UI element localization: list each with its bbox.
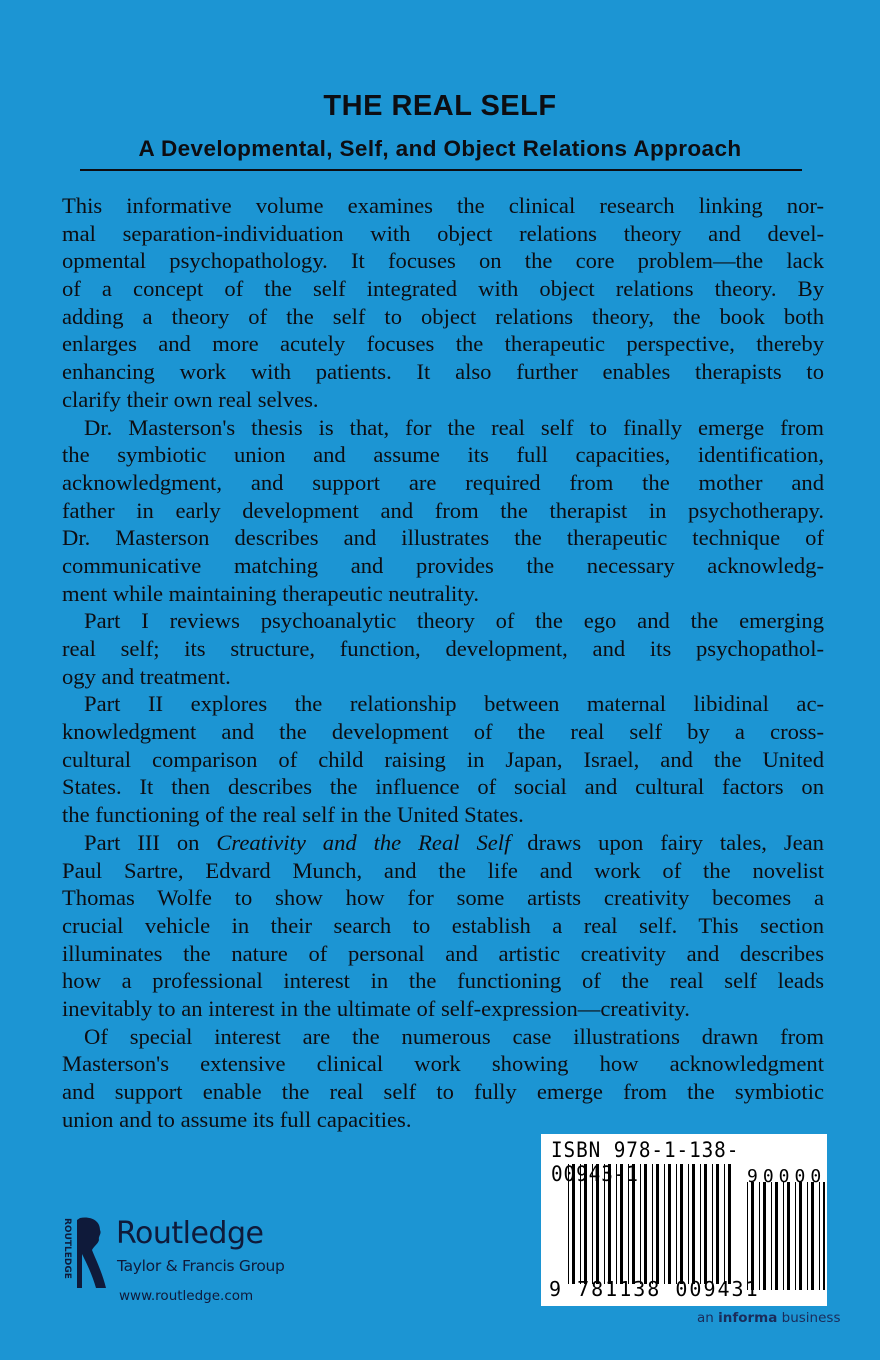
barcode-bar — [787, 1182, 790, 1290]
barcode-bar — [783, 1182, 784, 1290]
barcode-bar — [799, 1182, 802, 1290]
isbn-label: ISBN 978-1-138-00943-1 — [551, 1138, 740, 1186]
barcode-bar — [771, 1182, 772, 1290]
barcode-bar — [795, 1182, 796, 1290]
paragraph-line: and support enable the real self to fully emerge from the symbiotic — [62, 1079, 824, 1104]
svg-text:ROUTLEDGE: ROUTLEDGE — [62, 1218, 72, 1279]
text-segment: Part III on — [84, 829, 217, 855]
paragraph-line: This informative volume examines the clinical research linking nor- — [62, 193, 824, 218]
paragraph-line: Dr. Masterson describes and illustrates the therapeutic technique of — [62, 525, 824, 551]
paragraph-line: mal separation-individuation with object relations theory and devel- — [62, 220, 824, 246]
book-subtitle: A Developmental, Self, and Object Relations Approach — [138, 136, 742, 161]
publisher-group: Taylor & Francis Group — [117, 1257, 285, 1275]
paragraph-line: clarify their own real selves. — [62, 386, 319, 412]
paragraph-line: adding a theory of the self to object relations theory, the book both — [62, 303, 824, 329]
paragraph-line: illuminates the nature of personal and artistic creativity and describes — [62, 940, 824, 966]
paragraph-line: Part I reviews psychoanalytic theory of the ego and the emerging — [84, 608, 824, 634]
isbn-barcode — [541, 1134, 827, 1306]
paragraph-line: the functioning of the real self in the United States. — [62, 802, 524, 828]
paragraph-line — [62, 829, 824, 857]
paragraph-line: enhancing work with patients. It also further enables therapists to — [62, 359, 824, 385]
paragraph-line: cultural comparison of child raising in Japan, Israel, and the United — [62, 746, 824, 772]
barcode-bar — [819, 1182, 820, 1290]
paragraph-line: father in early development and from the therapist in psychotherapy. — [62, 497, 824, 523]
barcode-bar — [759, 1182, 760, 1290]
paragraph-line: Paul Sartre, Edvard Munch, and the life and work of the novelist — [62, 857, 824, 883]
barcode-bar — [807, 1182, 808, 1290]
paragraph-line: inevitably to an interest in the ultimate of self-expression—creativity. — [62, 995, 690, 1021]
paragraph-line: enlarges and more acutely focuses the therapeutic perspective, thereby — [62, 331, 824, 357]
publisher-url[interactable]: www.routledge.com — [119, 1288, 254, 1304]
barcode-bar — [823, 1182, 825, 1290]
paragraph-line: ogy and treatment. — [62, 663, 231, 689]
paragraph-line: States. It then describes the influence of social and cultural factors on — [62, 774, 824, 800]
paragraph-line: acknowledgment, and support are required from the mother and — [62, 469, 824, 495]
paragraph-line: Of special interest are the numerous case illustrations drawn from — [84, 1023, 824, 1049]
informa-tagline — [697, 1310, 841, 1326]
italic-title: Creativity and the Real Self — [216, 829, 511, 855]
paragraph-line: knowledgment and the development of the real self by a cross- — [62, 719, 824, 745]
barcode-bar — [811, 1182, 814, 1290]
informa-pre: an — [697, 1310, 719, 1326]
divider — [80, 169, 802, 171]
barcode-bar — [763, 1182, 766, 1290]
paragraph-line: real self; its structure, function, development, and its psychopathol- — [62, 636, 824, 661]
text-segment: draws upon fairy tales, Jean — [510, 829, 824, 855]
barcode-bar — [747, 1182, 748, 1290]
ean-digits: 9 781138 009431 — [549, 1277, 760, 1301]
paragraph-line: Part II explores the relationship between maternal libidinal ac- — [84, 691, 824, 717]
price-code: 90000 — [747, 1166, 827, 1187]
paragraph-line: union and to assume its full capacities. — [62, 1106, 412, 1132]
paragraph-line: Masterson's extensive clinical work showing how acknowledgment — [62, 1051, 824, 1077]
paragraph-line: Thomas Wolfe to show how for some artists creativity becomes a — [62, 885, 824, 911]
book-title: THE REAL SELF — [323, 90, 557, 122]
paragraph-line: Dr. Masterson's thesis is that, for the real self to finally emerge from — [84, 414, 824, 440]
informa-post: business — [777, 1310, 841, 1326]
paragraph-line: communicative matching and provides the necessary acknowledg- — [62, 552, 824, 578]
paragraph-line: how a professional interest in the functioning of the real self leads — [62, 968, 824, 994]
barcode-bar — [775, 1182, 778, 1290]
paragraph-line: of a concept of the self integrated with object relations theory. By — [62, 276, 824, 302]
blurb-text — [62, 192, 824, 1133]
routledge-logo-icon — [62, 1216, 108, 1296]
paragraph-line: the symbiotic union and assume its full capacities, identification, — [62, 442, 824, 468]
informa-brand: informa — [718, 1310, 778, 1326]
publisher-name: Routledge — [116, 1216, 264, 1251]
paragraph-line: crucial vehicle in their search to establish a real self. This section — [62, 912, 824, 938]
paragraph-line: opmental psychopathology. It focuses on the core problem—the lack — [62, 248, 824, 274]
paragraph-line: ment while maintaining therapeutic neutrality. — [62, 580, 480, 606]
barcode-bar — [751, 1182, 754, 1290]
